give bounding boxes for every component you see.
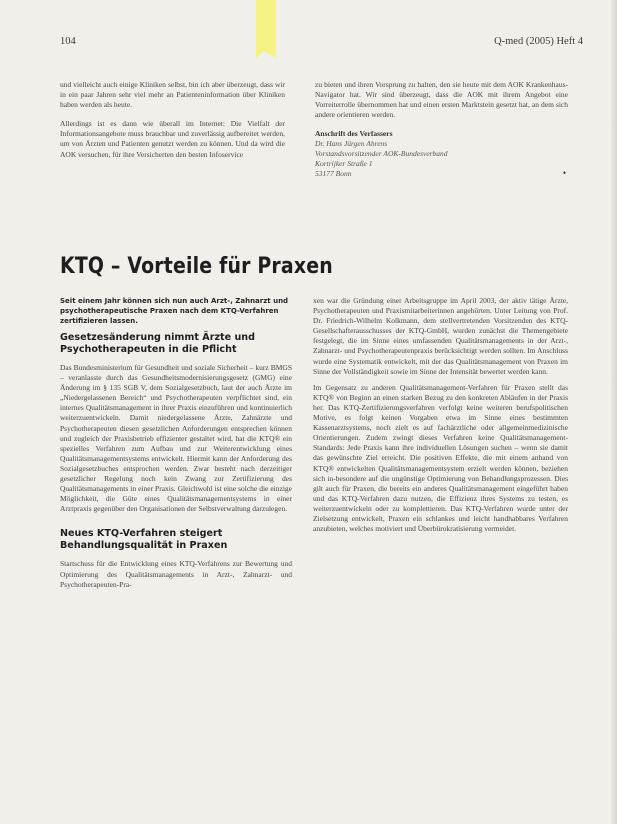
paragraph: Allerdings ist es dann wie überall im Internet: Die Vielfalt der Informationsangebote muss brauchbar und zuverlässig aufbereitet werden, um von Ärzten und Patienten genutzt werden zu können. Und da wird die AOK versuchen, für ihre Versicherten den besten Infoservice (60, 119, 285, 159)
author-name: Dr. Hans Jürgen Ahrens (315, 139, 388, 149)
article-lead: Seit einem Jahr können sich nun auch Arzt-, Zahnarzt und psychotherapeutische Praxen nach dem KTQ-Verfahren zertifizieren lassen. (60, 297, 289, 325)
page-number: 104 (60, 36, 76, 47)
author-address (315, 129, 568, 179)
section-heading-neues-verfahren: Neues KTQ-Verfahren steigert Behandlungsqualität in Praxen (60, 528, 228, 552)
paragraph: und vielleicht auch einige Kliniken selbst, bin ich aber überzeugt, dass wir in ein paar Jahren sehr viel mehr an Patienteninformation über Kliniken haben werden als heute. (60, 80, 285, 110)
yellow-bookmark-tab (256, 0, 276, 58)
previous-article-left-column (60, 80, 285, 169)
paragraph: Im Gegensatz zu anderen Qualitätsmanagement-Verfahren für Praxen stellt das KTQ® von Beginn an einen starken Bezug zu den konkreten Abläufen in der Praxis her. Das KTQ-Zertifizierungsverfahren verfolgt keine weiteren berufspolitischen Motive, es folgt keinen Vorgaben etwa im Sinne eines bestimmten Kassenarztsystems, noch zielt es auf fachärztliche oder allgemeinmedizinische Orientierungen. Zudem zwingt dieses Verfahren keine Qualitätsmanagement-Standards: Jede Praxis kann ihre individuellen Lösungen suchen – wenn sie damit das gewünschte Ziel erreicht. Die positiven Effekte, die mit einem anhand von KTQ® entwickelten Qualitätsmanagementsystem erzielt werden können, beziehen sich in-besondere auf die ungünstige Optimierung von Behandlungsprozessen. Dies gilt auch für Praxen, die bereits ein anderes Qualitätsmanagement eingeführt haben und das KTQ-Verfahren dazu nutzen, die Effizienz ihres Systems zu testen, es weiterzuentwickeln oder zu komplettieren. Das KTQ-Verfahren wurde unter der Zielsetzung entwickelt, Praxen ein schlankes und leicht handhabbares Verfahren anzubieten, welches motiviert und Überbürokratisierung vermeidet. (313, 382, 568, 534)
scan-edge-shadow (611, 0, 617, 824)
journal-reference: Q-med (2005) Heft 4 (494, 36, 583, 47)
author-city: 53177 Bonn (315, 169, 352, 179)
paragraph: Das Bundesministerium für Gesundheit und soziale Sicherheit – kurz BMGS – veranlasste durch das Gesundheitsmodernisierungsgesetz (GMG) eine Änderung im § 135 SGB V, dem Sozialgesetzbuch, laut der auch Ärzte im „Niedergelassenen Bereich“ und Psychotherapeuten verpflichtet sind, ein internes Qualitätsmanagement in ihrer Praxis einzuführen und kontinuierlich weiterzuentwickeln. Damit niedergelassene Ärzte, Zahnärzte und Psychotherapeuten diesen gesetzlichen Anforderungen entsprechen können und zugleich der Praxisbetrieb effizienter gestaltet wird, hat die KTQ® ein spezielles Verfahren zum Aufbau und zur Weiterentwicklung eines Qualitätsmanagementsystems entwickelt. Hiermit kann der Anforderung des Sozialgesetzbuches entsprochen werden. Zwar besteht nach derzeitiger gesetzlicher Regelung noch kein Zwang zur Zertifizierung des Qualitätsmanagements in einer Praxis. Gleichwohl ist eine solche die einzige Möglichkeit, die Güte eines Qualitätsmanagementsystems in einer Arztpraxis gegenüber den Organisationen der Selbstverwaltung darzulegen. (60, 363, 292, 514)
article-title: KTQ – Vorteile für Praxen (60, 254, 333, 279)
paragraph: Startschuss für die Entwicklung eines KTQ-Verfahrens zur Bewertung und Optimierung des Qualitätsmanagements in Arzt-, Zahnarzt- und Psychotherapeuten-Pra- (60, 559, 292, 589)
article-left-column (60, 296, 292, 596)
section-heading-gesetzesaenderung: Gesetzesänderung nimmt Ärzte und Psychotherapeuten in die Pflicht (60, 332, 255, 355)
article-right-column (313, 296, 568, 540)
article-end-mark: • (562, 168, 566, 179)
previous-article-right-column (315, 80, 568, 179)
author-position: Vorstandsvorsitzender AOK-Bundesverband (315, 149, 448, 159)
author-address-heading: Anschrift des Verfassers (315, 129, 393, 139)
author-street: Kortrijker Straße 1 (315, 159, 373, 169)
paragraph: xen war die Gründung einer Arbeitsgruppe im April 2003, der aktiv tätige Ärzte, Psychotherapeuten und Praxismitarbeiterinnen angehörten. Unter Leitung von Prof. Dr. Friedrich-Wilhelm Kolkmann, dem stellvertretenden Vorsitzenden des KTQ-Gesellschafterausschusses der KTQ-GmbH, wurden zunächst die Themengebiete festgelegt, die im Sinne eines umfassenden Qualitätsmanagements in der Arzt-, Zahnarzt- und Psychotherapeutenpraxis berücksichtigt werden sollten. Im Anschluss wurde eine Systematik entwickelt, mit der das Qualitätsmanagement von Praxen im Sinne der Vollständigkeit sowie im Sinne der Intensität bewertet werden kann. (313, 296, 568, 376)
paragraph: zu bieten und ihren Vorsprung zu halten, den sie heute mit dem AOK Krankenhaus-Navigator hat. Wir sind überzeugt, dass die AOK mit ihrem Angebot eine Vorreiterrolle übernommen hat und einen ersten Marktstein gesetzt hat, an dem sich andere orientieren werden. (315, 80, 568, 120)
